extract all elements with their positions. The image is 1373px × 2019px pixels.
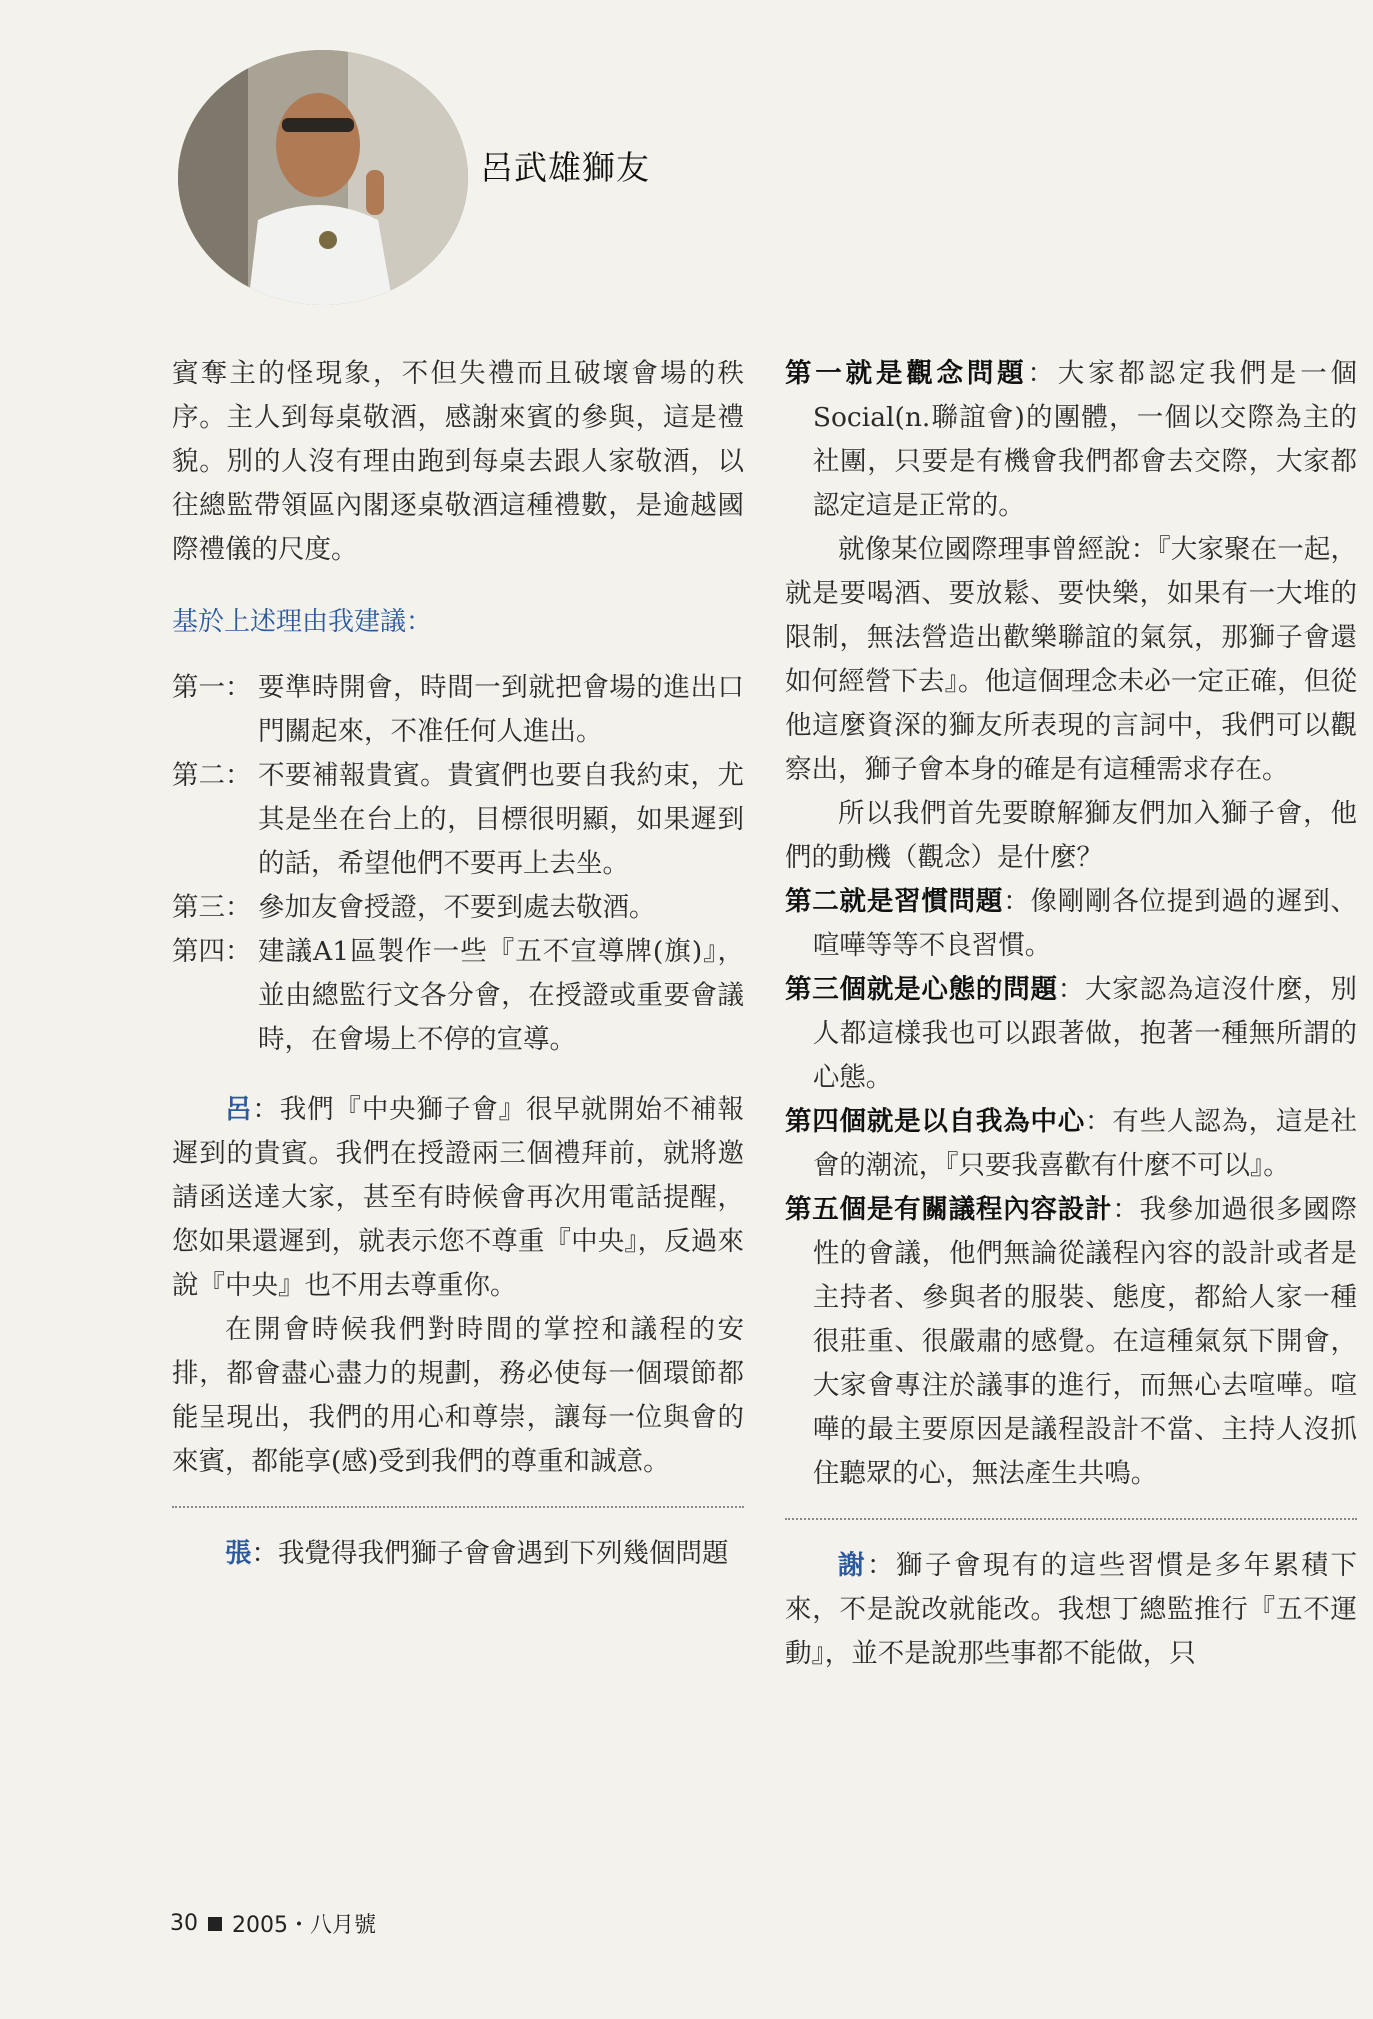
list-item-text: 不要補報貴賓。貴賓們也要自我約束，尤其是坐在台上的，目標很明顯，如果遲到的話，希望他們不要再上去坐。 bbox=[258, 760, 744, 879]
issue-paragraph bbox=[785, 1188, 1357, 1496]
issue-text: ：大家都認定我們是一個Social(n.聯誼會)的團體，一個以交際為主的社團，只要是有機會我們都會去交際，大家都認定這是正常的。 bbox=[812, 358, 1358, 521]
dotted-divider bbox=[172, 1506, 744, 1508]
speaker-label: 張 bbox=[225, 1538, 252, 1569]
list-item bbox=[172, 930, 744, 1062]
issue-heading: 第三個就是心態的問題 bbox=[785, 974, 1058, 1005]
issue-text: ：大家認為這沒什麼，別人都這樣我也可以跟著做，抱著一種無所謂的心態。 bbox=[812, 974, 1357, 1093]
portrait-photo bbox=[178, 50, 468, 305]
issue-text: ：有些人認為，這是社會的潮流，『只要我喜歡有什麼不可以』。 bbox=[812, 1106, 1358, 1181]
speaker-paragraph bbox=[172, 1088, 744, 1308]
speaker-paragraph bbox=[785, 1544, 1357, 1676]
list-item bbox=[172, 754, 744, 886]
speaker-text: ：我覺得我們獅子會會遇到下列幾個問題 bbox=[251, 1538, 729, 1569]
list-item-text: 要準時開會，時間一到就把會場的進出口門關起來，不准任何人進出。 bbox=[258, 672, 744, 747]
issue-text: ：像剛剛各位提到過的遲到、喧嘩等等不良習慣。 bbox=[812, 886, 1358, 961]
issue-heading: 第一就是觀念問題 bbox=[785, 358, 1028, 389]
list-item-label: 第四： bbox=[172, 936, 252, 967]
paragraph: 就像某位國際理事曾經說：『大家聚在一起，就是要喝酒、要放鬆、要快樂，如果有一大堆的限制，無法營造出歡樂聯誼的氣氛，那獅子會還如何經營下去』。他這個理念未必一定正確，但從他這麼資深的獅友所表現的言詞中，我們可以觀察出，獅子會本身的確是有這種需求存在。 bbox=[785, 534, 1357, 785]
list-item-label: 第二： bbox=[172, 760, 252, 791]
issue-date: 2005・八月號 bbox=[232, 1913, 376, 1938]
speaker-label: 謝 bbox=[838, 1550, 867, 1581]
issue-paragraph bbox=[785, 352, 1357, 528]
paragraph: 所以我們首先要瞭解獅友們加入獅子會，他們的動機（觀念）是什麼？ bbox=[785, 798, 1357, 873]
right-column bbox=[785, 352, 1357, 1676]
page-number: 30 bbox=[170, 1911, 198, 1936]
page-footer bbox=[170, 1908, 376, 1939]
issue-heading: 第五個是有關議程內容設計 bbox=[785, 1194, 1113, 1225]
speaker-text: ：獅子會現有的這些習慣是多年累積下來，不是說改就能改。我想丁總監推行『五不運動』，並不是說那些事都不能做，只 bbox=[785, 1550, 1358, 1669]
paragraph: 賓奪主的怪現象，不但失禮而且破壞會場的秩序。主人到每桌敬酒，感謝來賓的參與，這是禮貌。別的人沒有理由跑到每桌去跟人家敬酒，以往總監帶領區內閣逐桌敬酒這種禮數，是逾越國際禮儀的尺度。 bbox=[172, 358, 744, 565]
spacer bbox=[172, 1062, 744, 1088]
list-item-text: 建議A1區製作一些『五不宣導牌(旗)』，並由總監行文各分會，在授證或重要會議時，在會場上不停的宣導。 bbox=[258, 936, 744, 1055]
speaker-label: 呂 bbox=[225, 1094, 253, 1125]
square-bullet-icon bbox=[208, 1917, 222, 1931]
issue-heading: 第二就是習慣問題 bbox=[785, 886, 1004, 917]
list-item bbox=[172, 886, 744, 930]
issue-text: ：我參加過很多國際性的會議，他們無論從議程內容的設計或者是主持者、參與者的服裝、態度，都給人家一種很莊重、很嚴肅的感覺。在這種氣氛下開會，大家會專注於議事的進行，而無心去喧嘩。喧嘩的最主要原因是議程設計不當、主持人沒抓住聽眾的心，無法產生共鳴。 bbox=[812, 1194, 1358, 1489]
speaker-text: ：我們『中央獅子會』很早就開始不補報遲到的貴賓。我們在授證兩三個禮拜前，就將邀請函送達大家，甚至有時候會再次用電話提醒，您如果還遲到，就表示您不尊重『中央』，反過來說『中央』也不用去尊重你。 bbox=[172, 1094, 745, 1301]
issue-paragraph bbox=[785, 968, 1357, 1100]
portrait-illustration bbox=[178, 50, 468, 305]
dotted-divider bbox=[785, 1518, 1357, 1520]
left-column bbox=[172, 352, 744, 1576]
section-subheading: 基於上述理由我建議： bbox=[172, 607, 433, 637]
paragraph: 在開會時候我們對時間的掌控和議程的安排，都會盡心盡力的規劃，務必使每一個環節都能呈現出，我們的用心和尊崇，讓每一位與會的來賓，都能享(感)受到我們的尊重和誠意。 bbox=[172, 1314, 744, 1477]
issue-paragraph bbox=[785, 880, 1357, 968]
list-item-text: 參加友會授證，不要到處去敬酒。 bbox=[258, 892, 656, 923]
list-item-label: 第一： bbox=[172, 672, 252, 703]
list-item-label: 第三： bbox=[172, 892, 252, 923]
list-item bbox=[172, 666, 744, 754]
interviewee-name: 呂武雄獅友 bbox=[480, 148, 650, 187]
article-header bbox=[178, 50, 1078, 310]
issue-heading: 第四個就是以自我為中心 bbox=[785, 1106, 1086, 1137]
issue-paragraph bbox=[785, 1100, 1357, 1188]
speaker-paragraph bbox=[172, 1532, 744, 1576]
